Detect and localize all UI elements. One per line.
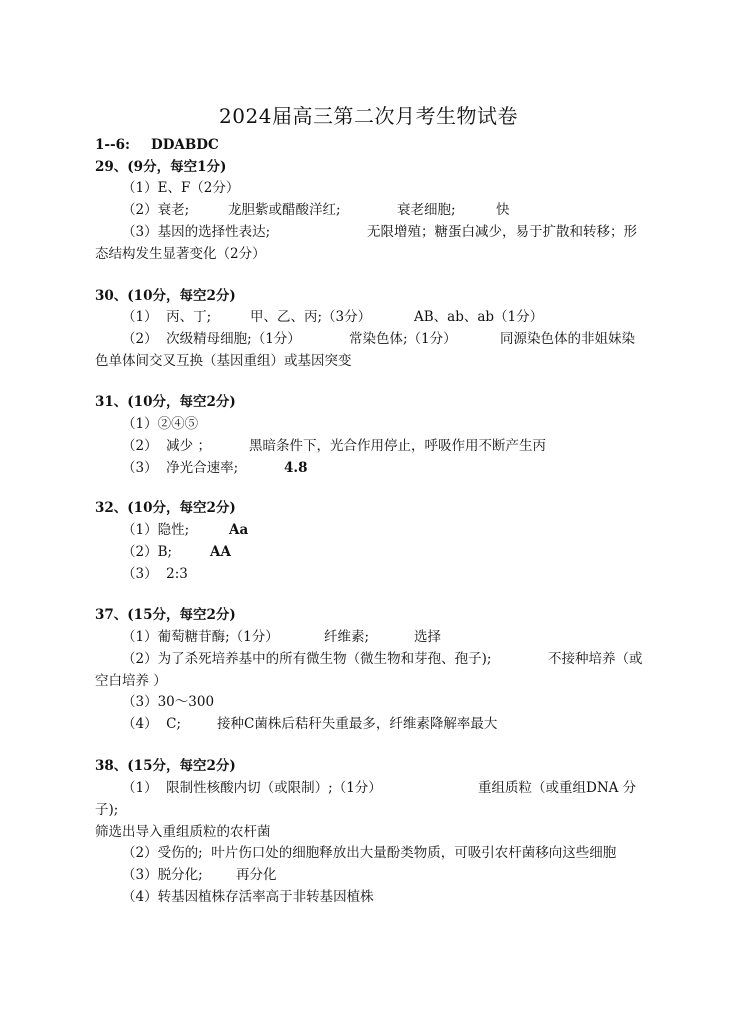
q32-answer-2b: AA [210,544,231,560]
q30-answer-1a: （1） 丙、丁; [122,309,212,325]
q38-answer-1a: （1） 限制性核酸内切（或限制）;（1分） [122,780,382,796]
q38-answer-3b: 再分化 [236,867,277,883]
q32-answer-1b: Aa [229,522,249,538]
q37-answer-2c: 空白培养 ） [95,673,167,689]
q37-heading: 37、(15分，每空2分) [95,607,236,623]
q37-answer-1a: （1）葡萄糖苷酶;（1分） [122,629,279,645]
q31-heading: 31、(10分，每空2分) [95,394,236,410]
q30-answer-1c: AB、ab、ab（1分） [414,309,544,325]
q31-answer-1: （1）②④⑤ [122,416,199,432]
q30-answer-2b: 常染色体;（1分） [349,331,457,347]
q29-heading: 29、(9分，每空1分) [95,159,227,175]
q31-answer-3a: （3） 净光合速率; [122,460,239,476]
q31-answer-2b: 黑暗条件下，光合作用停止，呼吸作用不断产生丙 [249,438,546,454]
page-title: 2024届高三第二次月考生物试卷 [219,104,518,128]
q38-answer-3a: （3）脱分化; [122,867,203,883]
q30-answer-3: 色单体间交叉互换（基因重组）或基因突变 [95,353,352,369]
q29-answer-2b: 龙胆紫或醋酸洋红; [228,202,341,218]
q37-answer-3: （3）30～300 [122,694,215,710]
q38-answer-1b: 重组质粒（或重组DNA 分 [478,780,637,796]
q37-answer-4a: （4） C; [122,716,182,732]
q31-answer-3b: 4.8 [284,460,308,476]
q32-answer-3: （3） 2:3 [122,566,188,582]
q37-answer-1b: 纤维素; [324,629,370,645]
q30-answer-2a: （2） 次级精母细胞;（1分） [122,331,301,347]
q29-answer-2a: （2）衰老; [122,202,190,218]
q30-answer-1b: 甲、乙、丙;（3分） [250,309,372,325]
mc-label: 1--6: [95,137,130,153]
q29-answer-3b: 无限增殖；糖蛋白减少，易于扩散和转移；形 [367,224,637,240]
q37-answer-2b: 不接种培养（或 [548,651,643,667]
q38-answer-1d: 筛选出导入重组质粒的农杆菌 [95,824,271,840]
q38-answer-4: （4）转基因植株存活率高于非转基因植株 [122,889,374,905]
q38-answer-1c: 子); [95,802,119,818]
q29-answer-2d: 快 [496,202,510,218]
q30-answer-2c: 同源染色体的非姐妹染 [500,331,635,347]
q29-answer-2c: 衰老细胞; [397,202,456,218]
q38-heading: 38、(15分，每空2分) [95,758,236,774]
q37-answer-1c: 选择 [414,629,441,645]
q32-answer-1a: （1）隐性; [122,522,190,538]
q32-heading: 32、(10分，每空2分) [95,500,236,516]
mc-answers: DDABDC [151,137,219,153]
q30-heading: 30、(10分，每空2分) [95,288,236,304]
q32-answer-2a: （2）B; [122,544,173,560]
q37-answer-4b: 接种C菌株后秸秆失重最多，纤维素降解率最大 [217,716,498,732]
q29-answer-3c: 态结构发生显著变化（2分） [95,246,266,262]
q38-answer-2: （2）受伤的; 叶片伤口处的细胞释放出大量酚类物质，可吸引农杆菌移向这些细胞 [122,845,617,861]
q29-answer-3a: （3）基因的选择性表达; [122,224,271,240]
q31-answer-2a: （2） 减少 ； [122,438,211,454]
q37-answer-2a: （2）为了杀死培养基中的所有微生物（微生物和芽孢、孢子); [122,651,492,667]
q29-answer-1: （1）E、F（2分） [122,180,240,196]
